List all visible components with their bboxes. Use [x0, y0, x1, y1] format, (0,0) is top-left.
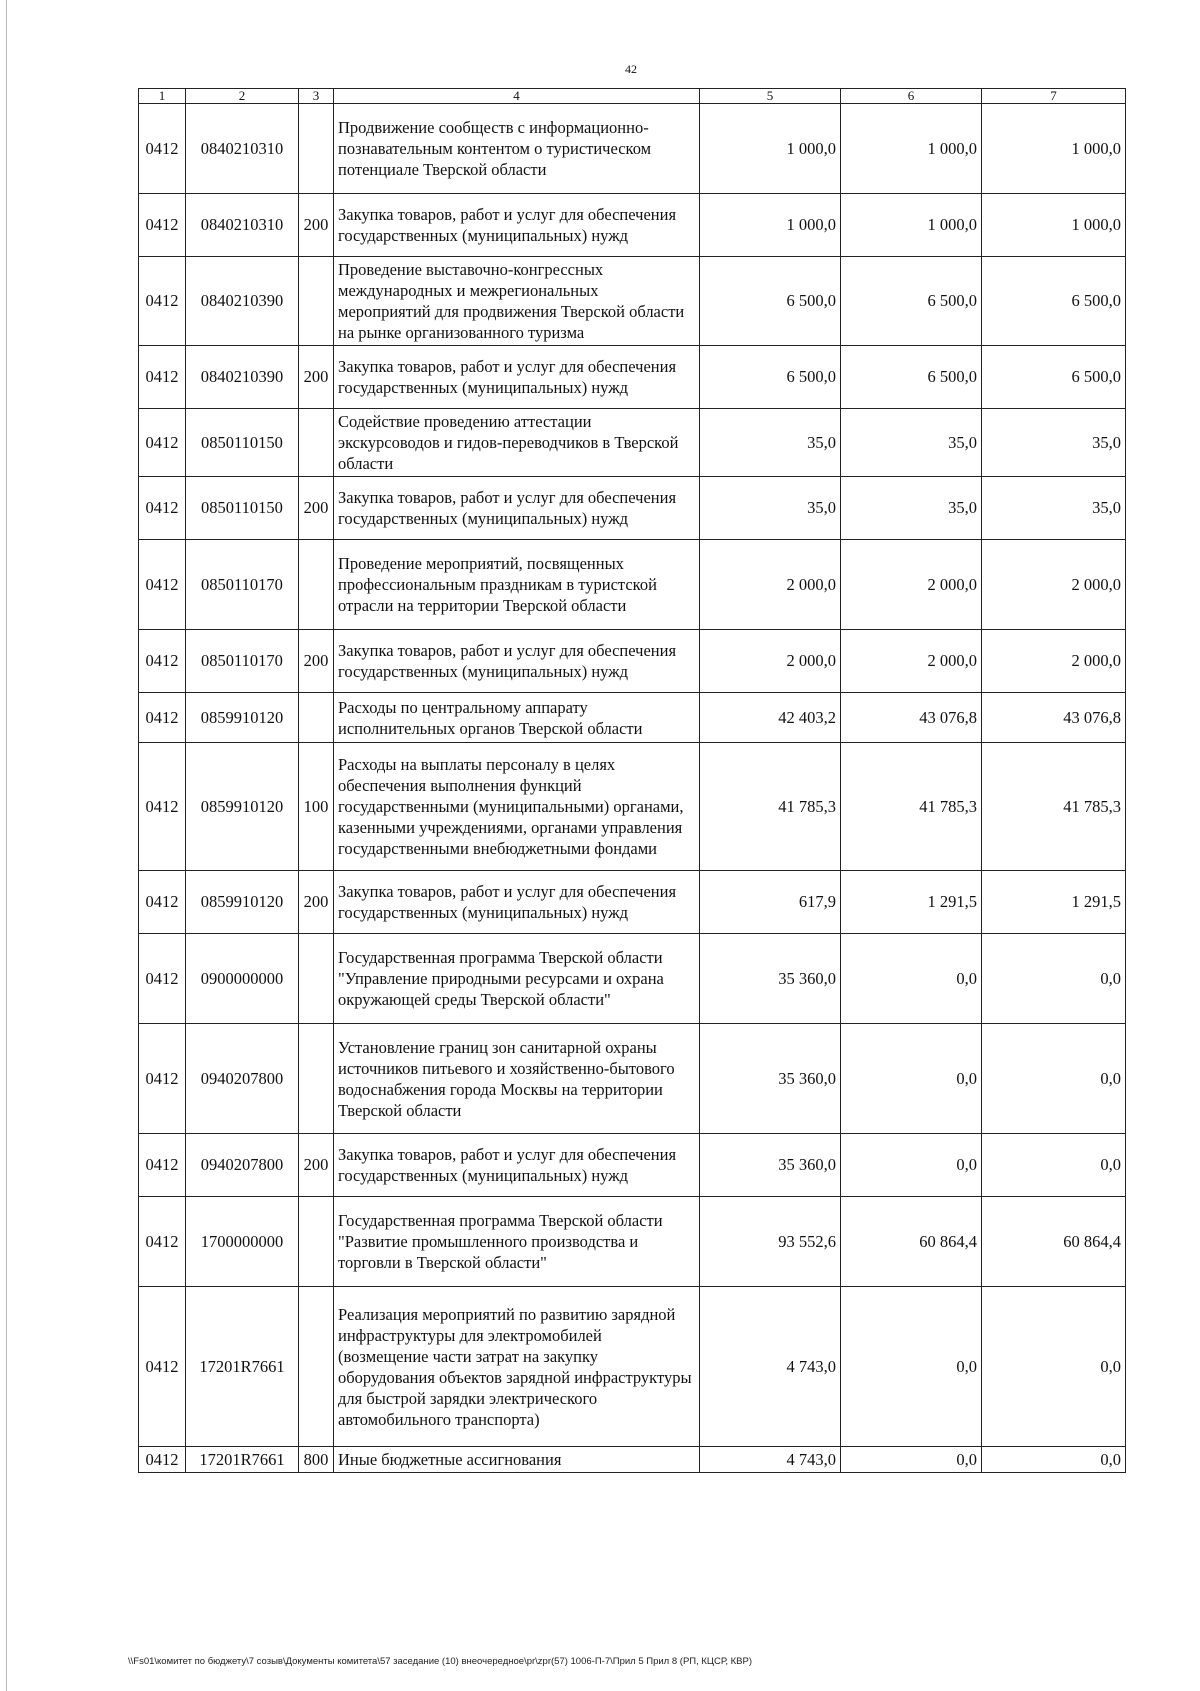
table-row: [139, 1197, 1126, 1287]
target-article-cell: 0940207800: [186, 1134, 299, 1197]
page-number: 42: [625, 62, 637, 76]
section-code-cell: 0412: [139, 743, 186, 871]
amount-col7-cell: 35,0: [982, 477, 1126, 540]
table-row: [139, 540, 1126, 630]
item-name-cell: Государственная программа Тверской области "Управление природными ресурсами и охрана окружающей среды Тверской области": [334, 934, 700, 1024]
amount-col7-cell: 41 785,3: [982, 743, 1126, 871]
table-row: [139, 477, 1126, 540]
expense-type-cell: [299, 540, 334, 630]
table-row: [139, 743, 1126, 871]
amount-col6-cell: 60 864,4: [841, 1197, 982, 1287]
amount-col5-cell: 41 785,3: [700, 743, 841, 871]
amount-col5-cell: 6 500,0: [700, 346, 841, 409]
amount-col7-cell: 0,0: [982, 934, 1126, 1024]
amount-col7-cell: 43 076,8: [982, 693, 1126, 743]
section-code-cell: 0412: [139, 1447, 186, 1473]
target-article-cell: 0850110150: [186, 477, 299, 540]
table-row: [139, 871, 1126, 934]
budget-table: [138, 88, 1126, 1473]
table-row: [139, 257, 1126, 346]
amount-col6-cell: 6 500,0: [841, 346, 982, 409]
amount-col7-cell: 2 000,0: [982, 630, 1126, 693]
amount-col5-cell: 4 743,0: [700, 1447, 841, 1473]
amount-col5-cell: 1 000,0: [700, 194, 841, 257]
item-name-cell: Закупка товаров, работ и услуг для обеспечения государственных (муниципальных) нужд: [334, 346, 700, 409]
expense-type-cell: [299, 1197, 334, 1287]
column-number-row: [139, 89, 1126, 104]
expense-type-cell: 200: [299, 871, 334, 934]
amount-col7-cell: 1 000,0: [982, 104, 1126, 194]
amount-col7-cell: 0,0: [982, 1024, 1126, 1134]
item-name-cell: Проведение выставочно-конгрессных международных и межрегиональных мероприятий для продвижения Тверской области на рынке организованного туризма: [334, 257, 700, 346]
amount-col6-cell: 1 291,5: [841, 871, 982, 934]
amount-col7-cell: 1 000,0: [982, 194, 1126, 257]
expense-type-cell: 200: [299, 630, 334, 693]
amount-col6-cell: 43 076,8: [841, 693, 982, 743]
amount-col5-cell: 93 552,6: [700, 1197, 841, 1287]
amount-col6-cell: 0,0: [841, 1287, 982, 1447]
expense-type-cell: 800: [299, 1447, 334, 1473]
section-code-cell: 0412: [139, 1024, 186, 1134]
item-name-cell: Расходы на выплаты персоналу в целях обеспечения выполнения функций государственными (муниципальными) органами, казенными учреждениями, органами управления государственными внебюджетными фондами: [334, 743, 700, 871]
section-code-cell: 0412: [139, 540, 186, 630]
amount-col5-cell: 2 000,0: [700, 630, 841, 693]
amount-col5-cell: 35 360,0: [700, 1134, 841, 1197]
item-name-cell: Проведение мероприятий, посвященных профессиональным праздникам в туристской отрасли на территории Тверской области: [334, 540, 700, 630]
item-name-cell: Реализация мероприятий по развитию зарядной инфраструктуры для электромобилей (возмещение части затрат на закупку оборудования объектов зарядной инфраструктуры для быстрой зарядки электрического автомобильного транспорта): [334, 1287, 700, 1447]
amount-col5-cell: 35,0: [700, 409, 841, 477]
target-article-cell: 0940207800: [186, 1024, 299, 1134]
section-code-cell: 0412: [139, 346, 186, 409]
column-header: 1: [139, 89, 186, 104]
table-row: [139, 409, 1126, 477]
expense-type-cell: 200: [299, 1134, 334, 1197]
scan-edge-line: [0, 0, 7, 1691]
column-header: 5: [700, 89, 841, 104]
amount-col7-cell: 0,0: [982, 1447, 1126, 1473]
amount-col7-cell: 35,0: [982, 409, 1126, 477]
target-article-cell: 0859910120: [186, 871, 299, 934]
amount-col5-cell: 6 500,0: [700, 257, 841, 346]
column-header: 4: [334, 89, 700, 104]
target-article-cell: 0859910120: [186, 693, 299, 743]
section-code-cell: 0412: [139, 871, 186, 934]
section-code-cell: 0412: [139, 1134, 186, 1197]
table-row: [139, 934, 1126, 1024]
table-row: [139, 194, 1126, 257]
target-article-cell: 0850110150: [186, 409, 299, 477]
target-article-cell: 0900000000: [186, 934, 299, 1024]
expense-type-cell: [299, 1287, 334, 1447]
amount-col7-cell: 0,0: [982, 1287, 1126, 1447]
section-code-cell: 0412: [139, 630, 186, 693]
item-name-cell: Содействие проведению аттестации экскурсоводов и гидов-переводчиков в Тверской области: [334, 409, 700, 477]
column-header: 2: [186, 89, 299, 104]
column-header: 3: [299, 89, 334, 104]
amount-col7-cell: 2 000,0: [982, 540, 1126, 630]
target-article-cell: 0840210390: [186, 346, 299, 409]
table-row: [139, 104, 1126, 194]
amount-col5-cell: 35,0: [700, 477, 841, 540]
section-code-cell: 0412: [139, 477, 186, 540]
section-code-cell: 0412: [139, 693, 186, 743]
section-code-cell: 0412: [139, 1287, 186, 1447]
item-name-cell: Иные бюджетные ассигнования: [334, 1447, 700, 1473]
amount-col5-cell: 4 743,0: [700, 1287, 841, 1447]
amount-col7-cell: 60 864,4: [982, 1197, 1126, 1287]
target-article-cell: 17201R7661: [186, 1447, 299, 1473]
amount-col6-cell: 41 785,3: [841, 743, 982, 871]
table-row: [139, 1447, 1126, 1473]
expense-type-cell: 200: [299, 477, 334, 540]
expense-type-cell: [299, 693, 334, 743]
expense-type-cell: 200: [299, 194, 334, 257]
expense-type-cell: [299, 1024, 334, 1134]
amount-col6-cell: 0,0: [841, 1447, 982, 1473]
target-article-cell: 0840210390: [186, 257, 299, 346]
amount-col6-cell: 0,0: [841, 1134, 982, 1197]
section-code-cell: 0412: [139, 1197, 186, 1287]
section-code-cell: 0412: [139, 104, 186, 194]
section-code-cell: 0412: [139, 257, 186, 346]
table-row: [139, 693, 1126, 743]
amount-col6-cell: 1 000,0: [841, 104, 982, 194]
amount-col5-cell: 35 360,0: [700, 1024, 841, 1134]
amount-col5-cell: 617,9: [700, 871, 841, 934]
amount-col7-cell: 0,0: [982, 1134, 1126, 1197]
footer-file-path: \\Fs01\комитет по бюджету\7 созыв\Документы комитета\57 заседание (10) внеочередное\pr\zpr(57) 1006-П-7\Прил 5 Прил 8 (РП, КЦСР, КВР): [128, 1656, 753, 1667]
section-code-cell: 0412: [139, 194, 186, 257]
target-article-cell: 0840210310: [186, 194, 299, 257]
expense-type-cell: [299, 257, 334, 346]
item-name-cell: Государственная программа Тверской области "Развитие промышленного производства и торговли в Тверской области": [334, 1197, 700, 1287]
expense-type-cell: 100: [299, 743, 334, 871]
table-row: [139, 1024, 1126, 1134]
amount-col5-cell: 1 000,0: [700, 104, 841, 194]
target-article-cell: 0840210310: [186, 104, 299, 194]
amount-col6-cell: 0,0: [841, 1024, 982, 1134]
amount-col6-cell: 2 000,0: [841, 540, 982, 630]
target-article-cell: 0859910120: [186, 743, 299, 871]
expense-type-cell: [299, 104, 334, 194]
amount-col7-cell: 6 500,0: [982, 346, 1126, 409]
amount-col5-cell: 2 000,0: [700, 540, 841, 630]
item-name-cell: Продвижение сообществ с информационно-познавательным контентом о туристическом потенциале Тверской области: [334, 104, 700, 194]
table-body: [139, 104, 1126, 1473]
section-code-cell: 0412: [139, 934, 186, 1024]
table-row: [139, 1287, 1126, 1447]
amount-col5-cell: 42 403,2: [700, 693, 841, 743]
amount-col6-cell: 6 500,0: [841, 257, 982, 346]
item-name-cell: Закупка товаров, работ и услуг для обеспечения государственных (муниципальных) нужд: [334, 477, 700, 540]
amount-col7-cell: 6 500,0: [982, 257, 1126, 346]
amount-col6-cell: 2 000,0: [841, 630, 982, 693]
item-name-cell: Закупка товаров, работ и услуг для обеспечения государственных (муниципальных) нужд: [334, 871, 700, 934]
item-name-cell: Установление границ зон санитарной охраны источников питьевого и хозяйственно-бытового водоснабжения города Москвы на территории Тверской области: [334, 1024, 700, 1134]
amount-col7-cell: 1 291,5: [982, 871, 1126, 934]
amount-col5-cell: 35 360,0: [700, 934, 841, 1024]
item-name-cell: Закупка товаров, работ и услуг для обеспечения государственных (муниципальных) нужд: [334, 194, 700, 257]
column-header: 6: [841, 89, 982, 104]
target-article-cell: 1700000000: [186, 1197, 299, 1287]
amount-col6-cell: 35,0: [841, 477, 982, 540]
amount-col6-cell: 0,0: [841, 934, 982, 1024]
item-name-cell: Расходы по центральному аппарату исполнительных органов Тверской области: [334, 693, 700, 743]
amount-col6-cell: 1 000,0: [841, 194, 982, 257]
target-article-cell: 0850110170: [186, 630, 299, 693]
section-code-cell: 0412: [139, 409, 186, 477]
column-header: 7: [982, 89, 1126, 104]
expense-type-cell: [299, 934, 334, 1024]
target-article-cell: 17201R7661: [186, 1287, 299, 1447]
item-name-cell: Закупка товаров, работ и услуг для обеспечения государственных (муниципальных) нужд: [334, 1134, 700, 1197]
table-row: [139, 1134, 1126, 1197]
item-name-cell: Закупка товаров, работ и услуг для обеспечения государственных (муниципальных) нужд: [334, 630, 700, 693]
table-row: [139, 346, 1126, 409]
target-article-cell: 0850110170: [186, 540, 299, 630]
amount-col6-cell: 35,0: [841, 409, 982, 477]
expense-type-cell: [299, 409, 334, 477]
table-row: [139, 630, 1126, 693]
expense-type-cell: 200: [299, 346, 334, 409]
